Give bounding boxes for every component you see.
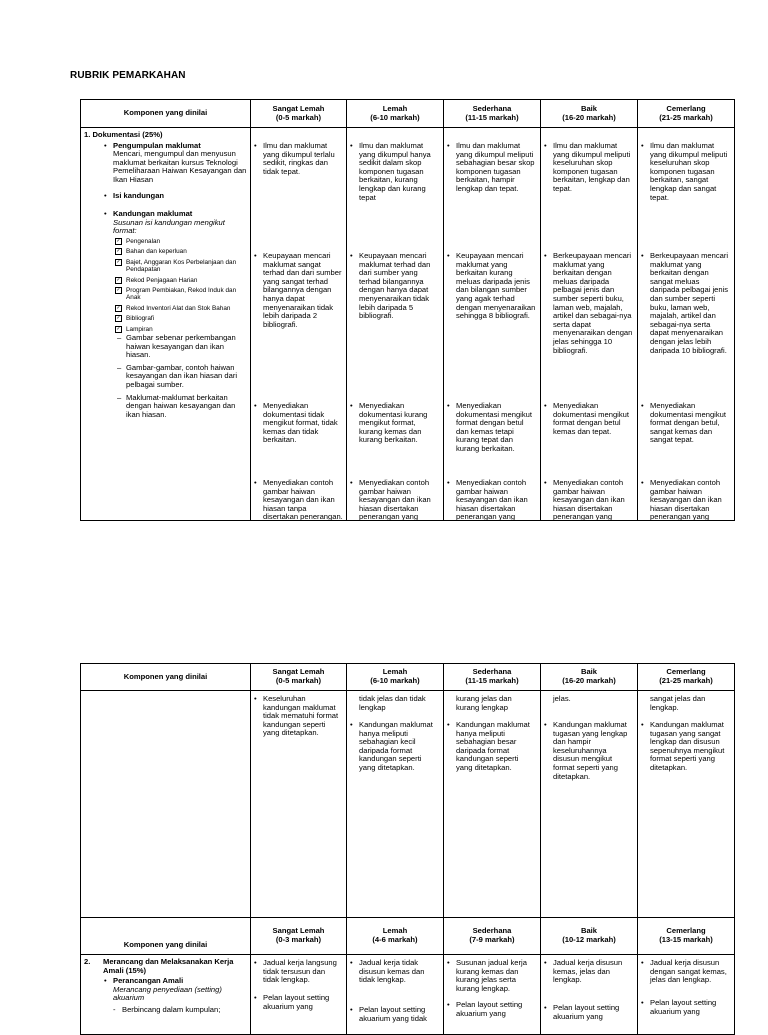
header-level-1: Sangat Lemah (0-5 markah) (251, 100, 347, 128)
header-level-5: Cemerlang (21-25 markah) (638, 664, 735, 691)
header-component: Komponen yang dinilai (81, 664, 251, 691)
item-title: Isi kandungan (113, 190, 165, 200)
level-4-cell (541, 128, 638, 521)
header-row (81, 100, 735, 128)
criterion: • Kandungan maklumat tugasan yang lengkap dan hampir keseluruhannya disusun mengikut format seperti yang ditetapkan. (553, 721, 634, 781)
header-level-4: Baik (10-12 markah) (541, 918, 638, 955)
level-5-cell (638, 691, 735, 918)
item-text: Susunan isi kandungan mengikut format: (113, 217, 225, 236)
header-level-3: Sederhana (11-15 markah) (444, 100, 541, 128)
criterion: • Menyediakan dokumentasi kurang mengikut format, kurang kemas dan kurang berkaitan. (359, 402, 440, 445)
criterion: • Berkeupayaan mencari maklumat yang berkaitan dengan sangat meluas daripada pelbagai jenis dan sumber seperti buku, laman web, majalah, artikel dan sebagai-nya serta dapat menyenaraikan dengan jelas lebih daripada 10 bibliografi. (650, 252, 731, 355)
criterion: • Pelan layout setting akuarium yang (650, 999, 731, 1016)
criterion: • Ilmu dan maklumat yang dikumpul meliputi sebahagian besar skop komponen tugasan berkaitan, hampir lengkap dan tepat. (456, 142, 537, 194)
item-title: Perancangan Amali (113, 976, 184, 986)
criterion: • Menyediakan dokumentasi mengikut format dengan betul dan kemas tetapi kurang tepat dan kurang berkaitan. (456, 402, 537, 454)
criterion: • Ilmu dan maklumat yang dikumpul meliputi keseluruhan skop komponen tugasan berkaitan, sangat lengkap dan sangat tepat. (650, 142, 731, 202)
level-4-cell (541, 955, 638, 1035)
header-level-2: Lemah (6-10 markah) (347, 100, 444, 128)
checklist-item: ✓ Program Pembiakan, Rekod Induk dan Anak (116, 286, 237, 302)
checklist-item: ✓ Rekod Penjagaan Harian (116, 276, 198, 284)
header-level-2: Lemah (6-10 markah) (347, 664, 444, 691)
level-3-cell (444, 128, 541, 521)
criterion: • Pelan layout setting akuarium yang (263, 994, 343, 1011)
criterion: • Kandungan maklumat hanya meliputi sebahagian kecil daripada format kandungan seperti yang ditetapkan. (359, 721, 440, 773)
level-3-cell (444, 691, 541, 918)
level-4-cell (541, 691, 638, 918)
component-cell (81, 955, 251, 1035)
criterion: • Menyediakan dokumentasi mengikut format dengan betul kemas dan tepat. (553, 402, 634, 436)
item-text: Merancang penyediaan (setting) akuarium (113, 984, 222, 1003)
rubric-table-1 (80, 99, 735, 521)
criterion: • Menyediakan contoh gambar haiwan kesayangan dan ikan hiasan disertakan penerangan yang (553, 479, 634, 522)
checklist-item: ✓ Bajet, Anggaran Kos Perbelanjaan dan Pendapatan (116, 258, 237, 274)
criterion: • Kandungan maklumat tugasan yang sangat lengkap dan disusun sepenuhnya mengikut format seperti yang ditetapkan. (650, 721, 731, 773)
criterion-continued: jelas. (553, 694, 571, 703)
level-1-cell (251, 955, 347, 1035)
criterion: • Pelan layout setting akuarium yang (553, 1004, 634, 1021)
criterion: • Menyediakan contoh gambar haiwan kesayangan dan ikan hiasan disertakan penerangan yang (359, 479, 440, 522)
header-level-3: Sederhana (11-15 markah) (444, 664, 541, 691)
level-2-cell (347, 128, 444, 521)
criterion: • Berkeupayaan mencari maklumat yang berkaitan dengan meluas daripada pelbagai jenis dan sumber seperti buku, laman web, majalah, artikel dan sebagai-nya serta dapat menyenaraikan dengan jelas sehingga 10 bibliografi. (553, 252, 634, 355)
level-2-cell (347, 691, 444, 918)
criterion-continued: tidak jelas dan tidak lengkap (359, 694, 426, 712)
level-3-cell (444, 955, 541, 1035)
header-level-5: Cemerlang (13-15 markah) (638, 918, 735, 955)
header-level-4: Baik (16-20 markah) (541, 664, 638, 691)
header-level-1: Sangat Lemah (0-3 markah) (251, 918, 347, 955)
checklist-item: ✓ Bibliografi (116, 315, 155, 323)
level-1-cell (251, 128, 347, 521)
criterion: • Ilmu dan maklumat yang dikumpul meliputi keseluruhan skop komponen tugasan berkaitan, lengkap dan tepat. (553, 142, 634, 194)
rubric-table-2 (80, 663, 735, 1035)
header-level-2: Lemah (4-6 markah) (347, 918, 444, 955)
criterion: • Jadual kerja langsung tidak tersusun dan tidak lengkap. (263, 959, 343, 985)
criterion: • Keupayaan mencari maklumat sangat terhad dan dari sumber yang sangat terhad bilangannya dengan hanya dapat menyenaraikan tidak lebih daripada 2 bibliografi. (263, 252, 343, 329)
component-cell (81, 691, 251, 918)
criterion-continued: kurang jelas dan kurang lengkap (456, 694, 512, 712)
criterion: • Menyediakan contoh gambar haiwan kesayangan dan ikan hiasan disertakan penerangan yang (650, 479, 731, 522)
checklist-item: ✓ Pengenalan (116, 237, 161, 245)
criterion: • Jadual kerja tidak disusun kemas dan tidak lengkap. (359, 959, 440, 985)
header-level-1: Sangat Lemah (0-5 markah) (251, 664, 347, 691)
component-cell (81, 128, 251, 521)
header-component: Komponen yang dinilai (81, 918, 251, 955)
dash-item: – Maklumat-maklumat berkaitan dengan haiwan kesayangan dan ikan hiasan. (117, 392, 236, 419)
checklist-item: ✓ Bahan dan keperluan (116, 248, 187, 256)
header-row (81, 664, 735, 691)
section-2-row (81, 955, 735, 1035)
section-heading: 2. Merancang dan Melaksanakan Kerja Amali (15%) (84, 957, 234, 975)
criterion: • Jadual kerja disusun kemas, jelas dan lengkap. (553, 959, 634, 985)
checklist-item: ✓ Rekod Inventori Alat dan Stok Bahan (116, 304, 231, 312)
criterion: • Keseluruhan kandungan maklumat tidak mematuhi format kandungan seperti yang ditetapkan. (263, 695, 343, 738)
criterion: • Jadual kerja disusun dengan sangat kemas, jelas dan lengkap. (650, 959, 731, 985)
continuation-row (81, 691, 735, 918)
level-5-cell (638, 128, 735, 521)
header-level-3: Sederhana (7-9 markah) (444, 918, 541, 955)
checklist-item: ✓ Lampiran (116, 325, 153, 333)
criterion: • Ilmu dan maklumat yang dikumpul terlalu sedikit, ringkas dan tidak tepat. (263, 142, 343, 176)
criterion: • Pelan layout setting akuarium yang tidak (359, 1006, 440, 1023)
item-title: Kandungan maklumat (113, 209, 193, 219)
criterion: • Menyediakan dokumentasi tidak mengikut format, tidak kemas dan tidak berkaitan. (263, 402, 343, 445)
criterion-continued: sangat jelas dan lengkap. (650, 694, 706, 712)
level-5-cell (638, 955, 735, 1035)
header-component: Komponen yang dinilai (81, 100, 251, 128)
item-title: Pengumpulan maklumat (113, 140, 201, 150)
section-1-row (81, 128, 735, 521)
criterion: • Menyediakan contoh gambar haiwan kesayangan dan ikan hiasan tanpa disertakan penerangan. (263, 479, 343, 522)
dash-item: - Berbincang dalam kumpulan; (113, 1004, 221, 1014)
header-row-2 (81, 918, 735, 955)
section-heading: 1. Dokumentasi (25%) (84, 130, 163, 139)
item-text: Mencari, mengumpul dan menyusun maklumat berkaitan kursus Teknologi Pemeliharaan Haiwan Kesayangan dan Ikan Hiasan (113, 149, 247, 184)
level-1-cell (251, 691, 347, 918)
criterion: • Keupayaan mencari maklumat terhad dan dari sumber yang terhad bilangannya dengan hanya dapat menyenaraikan tidak lebih daripada 5 bibliografi. (359, 252, 440, 321)
criterion: • Keupayaan mencari maklumat yang berkaitan kurang meluas daripada jenis dan bilangan sumber yang agak terhad dengan menyenaraikan sehingga 8 bibliografi. (456, 252, 537, 321)
level-2-cell (347, 955, 444, 1035)
criterion: • Pelan layout setting akuarium yang (456, 1001, 537, 1018)
criterion: • Menyediakan dokumentasi mengikut format dengan betul, sangat kemas dan sangat tepat. (650, 402, 731, 445)
header-level-4: Baik (16-20 markah) (541, 100, 638, 128)
format-checklist (84, 238, 247, 333)
dash-item: – Gambar-gambar, contoh haiwan kesayangan dan ikan hiasan dari pelbagai sumber. (117, 362, 238, 389)
dash-item: – Gambar sebenar perkembangan haiwan kesayangan dan ikan hiasan. (117, 333, 236, 360)
criterion: • Ilmu dan maklumat yang dikumpul hanya sedikit dalam skop komponen tugasan berkaitan, kurang lengkap dan kurang tepat (359, 142, 440, 202)
page-title: RUBRIK PEMARKAHAN (70, 70, 186, 81)
criterion: • Menyediakan contoh gambar haiwan kesayangan dan ikan hiasan disertakan penerangan yang (456, 479, 537, 522)
criterion: • Susunan jadual kerja kurang kemas dan kurang jelas serta kurang lengkap. (456, 959, 537, 993)
criterion: • Kandungan maklumat hanya meliputi sebahagian besar daripada format kandungan seperti yang ditetapkan. (456, 721, 537, 773)
header-level-5: Cemerlang (21-25 markah) (638, 100, 735, 128)
